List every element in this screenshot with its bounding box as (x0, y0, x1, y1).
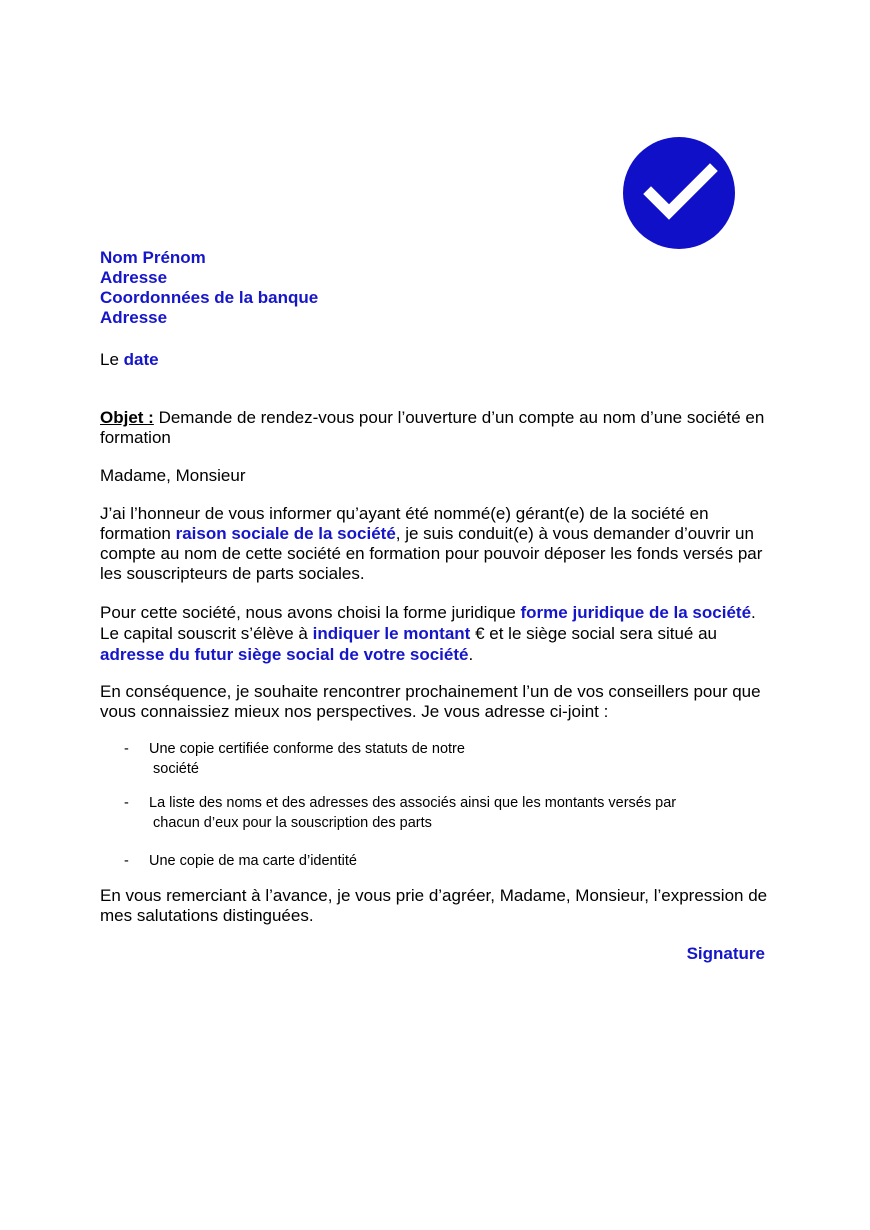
subject-label: Objet : (100, 408, 154, 427)
date-prefix: Le (100, 350, 119, 369)
paragraph2-part4: . (468, 645, 474, 664)
signature: Signature (686, 944, 765, 963)
attachment-line: Une copie de ma carte d’identité (149, 853, 357, 869)
attachment-line-continued: chacun d’eux pour la souscription des parts (153, 815, 432, 831)
attachment-line-continued: société (153, 761, 199, 777)
subject-text: Demande de rendez-vous pour l’ouverture d’un compte au nom d’une société en formation (100, 408, 765, 447)
paragraph1-part2: , je suis conduit(e) à vous demander d’ouvrir un compte au nom de cette société en formation pour pouvoir déposer les fonds versés par les souscripteurs de parts sociales. (100, 524, 763, 583)
list-bullet: - (124, 853, 129, 869)
bank-address: Adresse (100, 308, 168, 327)
sender-block (100, 248, 318, 328)
paragraph-company-details (100, 602, 770, 665)
company-name-placeholder: raison sociale de la société (175, 524, 396, 543)
list-item (124, 793, 764, 833)
list-bullet: - (124, 741, 129, 757)
paragraph2-part3: € et le siège social sera situé au (475, 624, 718, 643)
subject-line (100, 408, 770, 448)
paragraph2-part1: Pour cette société, nous avons choisi la forme juridique (100, 603, 516, 622)
bank-details: Coordonnées de la banque (100, 288, 319, 307)
salutation: Madame, Monsieur (100, 466, 246, 485)
sender-name: Nom Prénom (100, 248, 206, 267)
hq-address-placeholder: adresse du futur siège social de votre société (100, 645, 469, 664)
list-bullet: - (124, 795, 129, 811)
list-item (124, 851, 764, 871)
paragraph-meeting: En conséquence, je souhaite rencontrer prochainement l’un de vos conseillers pour que vous connaissiez mieux nos perspectives. Je vous adresse ci-joint : (100, 682, 761, 721)
checkmark-icon (623, 137, 735, 249)
attachment-line: La liste des noms et des adresses des associés ainsi que les montants versés par (149, 795, 677, 811)
list-item (124, 739, 764, 779)
date-line (100, 350, 159, 370)
checkmark-circle-icon (623, 137, 735, 249)
date-value: date (123, 350, 159, 369)
amount-placeholder: indiquer le montant (312, 624, 471, 643)
paragraph-appointment (100, 504, 770, 584)
closing-paragraph: En vous remerciant à l’avance, je vous prie d’agréer, Madame, Monsieur, l’expression de mes salutations distinguées. (100, 886, 768, 925)
sender-address: Adresse (100, 268, 168, 287)
paragraph1-part1: J’ai l’honneur de vous informer qu’ayant été nommé(e) gérant(e) de la société en formation (100, 504, 709, 543)
attachment-line: Une copie certifiée conforme des statuts de notre (149, 741, 465, 757)
legal-form-placeholder: forme juridique de la société (520, 603, 752, 622)
paragraph2-part2: . Le capital souscrit s’élève à (100, 603, 756, 643)
